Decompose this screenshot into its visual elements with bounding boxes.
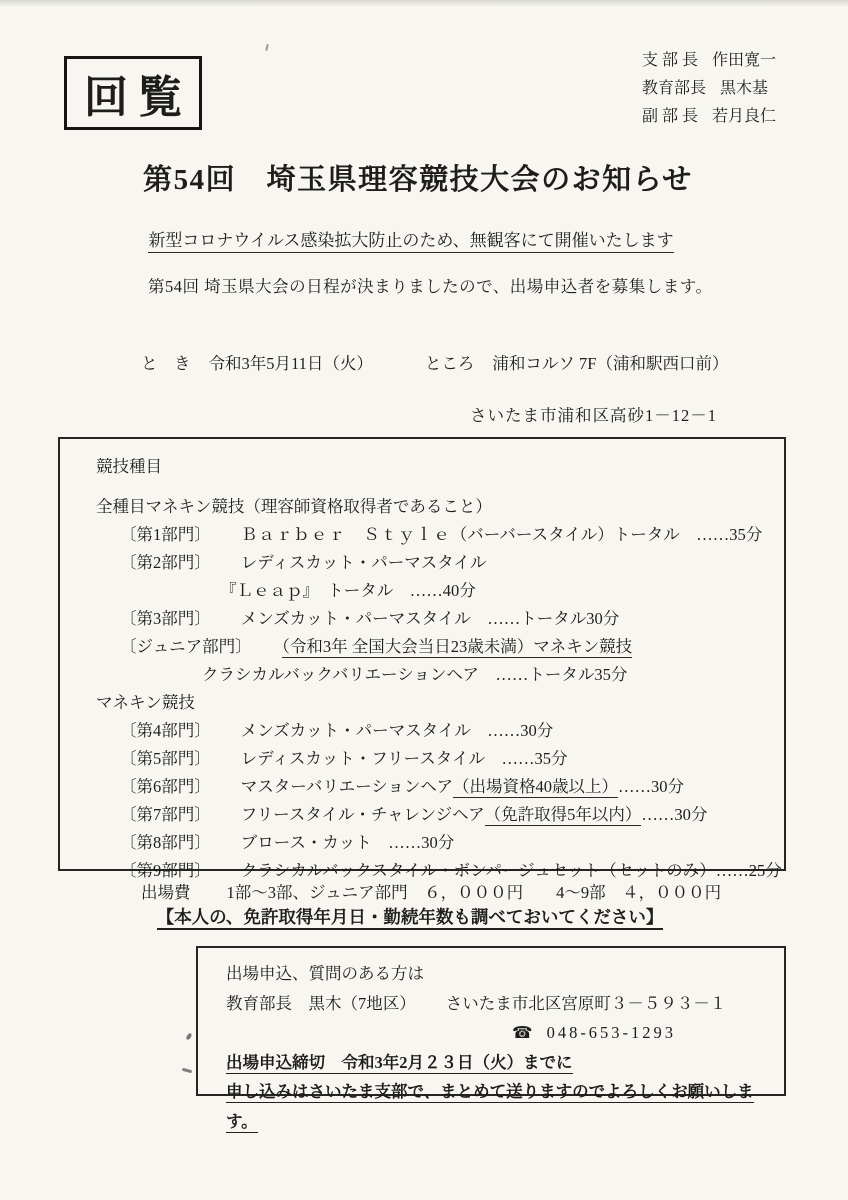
phone-icon: ☎ <box>512 1023 533 1042</box>
event-row-label: 〔第7部門〕 <box>120 805 211 824</box>
when-value: 令和3年5月11日（火） <box>208 354 373 373</box>
contact-line2 <box>226 989 784 1019</box>
events-group2-title: マネキン競技 <box>96 693 195 712</box>
event-row-text: Ｂａｒｂｅｒ Ｓｔｙｌｅ <box>240 525 451 544</box>
event-row-label: 〔第8部門〕 <box>120 833 211 852</box>
event-row-text: クラシカルバックスタイル・ボンパージュセット（セットのみ）……25分 <box>240 861 782 880</box>
covid-notice <box>0 226 822 251</box>
when-label: と き <box>141 354 191 373</box>
scan-artifact <box>182 1068 192 1074</box>
venue-address: さいたま市浦和区高砂1－12－1 <box>470 406 717 425</box>
contact-box <box>196 946 786 1131</box>
events-box <box>58 437 786 880</box>
event-row-6 <box>96 773 776 801</box>
where-label: ところ <box>424 354 475 373</box>
fee-label: 出場費 <box>141 883 191 902</box>
event-row-text: ……30分 <box>641 805 708 824</box>
contact-phone-line <box>226 1018 784 1048</box>
events-heading: 競技種目 <box>96 457 162 476</box>
event-row-3 <box>96 605 776 633</box>
event-row-text: メンズカット・パーマスタイル ……トータル30分 <box>240 609 620 628</box>
contact-person: 教育部長 黒木（7地区） <box>226 993 416 1013</box>
event-row-text: レディスカット・パーマスタイル <box>240 553 487 572</box>
contact-line1: 出場申込、質問のある方は <box>226 964 424 983</box>
event-row-junior <box>96 633 776 661</box>
event-row-junior-continuation: クラシカルバックバリエーションヘア ……トータル35分 <box>202 665 628 684</box>
fee-text: 1部～3部、ジュニア部門 ６，０００円 4～9部 ４，０００円 <box>226 883 722 902</box>
official-line <box>642 47 776 75</box>
event-row-7 <box>96 801 776 829</box>
intro-text: 第54回 埼玉県大会の日程が決まりましたので、出場申込者を募集します。 <box>148 277 713 296</box>
where-value: 浦和コルソ 7F（浦和駅西口前） <box>492 354 729 373</box>
event-row-text: フリースタイル・チャレンジヘア <box>240 805 485 824</box>
official-name: 若月良仁 <box>712 108 777 125</box>
fee-line <box>141 879 721 903</box>
event-row-text: ……30分 <box>617 777 684 796</box>
official-name: 黒木基 <box>720 80 769 97</box>
covid-notice-text: 新型コロナウイルス感染拡大防止のため、無観客にて開催いたします <box>148 231 673 253</box>
event-row-underlined-text: （令和3年 全国大会当日23歳未満）マネキン競技 <box>281 637 633 656</box>
closing-line <box>226 1077 784 1136</box>
official-role: 副 部 長 <box>642 108 699 125</box>
page-title: 第54回 埼玉県理容競技大会のお知らせ <box>143 164 693 196</box>
scan-artifact <box>265 44 269 51</box>
event-row-text: マスターバリエーションヘア <box>240 777 453 796</box>
event-row-5 <box>96 745 776 773</box>
event-row-text: メンズカット・パーマスタイル ……30分 <box>240 721 554 740</box>
event-row-8 <box>96 829 776 857</box>
official-role: 教育部長 <box>642 80 707 97</box>
kairan-stamp-label: 回覧 <box>84 73 192 122</box>
event-row-1 <box>96 521 776 549</box>
contact-address: さいたま市北区宮原町３－５９３－１ <box>445 993 727 1013</box>
closing-text: 申し込みはさいたま支部で、まとめて送りますのでよろしくお願いします。 <box>226 1082 754 1131</box>
kairan-stamp-box <box>64 56 202 130</box>
license-reminder-text: 【本人の、免許取得年月日・勤続年数も調べておいてください】 <box>157 907 664 930</box>
event-row-label: 〔第3部門〕 <box>120 609 211 628</box>
phone-number: 048-653-1293 <box>546 1023 677 1042</box>
official-role: 支 部 長 <box>642 52 699 69</box>
event-row-label: 〔第5部門〕 <box>120 749 211 768</box>
event-row-2 <box>96 549 776 577</box>
event-row-underlined-text: （出場資格40歳以上） <box>452 777 618 796</box>
deadline-text: 出場申込締切 令和3年2月２３日（火）までに <box>226 1052 573 1072</box>
event-row-underlined-text: （免許取得5年以内） <box>484 805 642 824</box>
event-row-label: 〔第1部門〕 <box>120 525 211 544</box>
event-row-label: 〔第2部門〕 <box>120 553 211 572</box>
event-row-label: 〔第9部門〕 <box>120 861 211 880</box>
event-row-text: レディスカット・フリースタイル ……35分 <box>240 749 568 768</box>
event-row-4 <box>96 717 776 745</box>
official-name: 作田寛一 <box>712 52 777 69</box>
events-group1-title: 全種目マネキン競技（理容師資格取得者であること） <box>96 497 492 516</box>
scan-artifact <box>186 1032 193 1040</box>
license-reminder <box>0 904 820 929</box>
official-line <box>642 103 776 131</box>
event-row-label: 〔ジュニア部門〕 <box>120 637 252 656</box>
event-row-text: （バーバースタイル）トータル ……35分 <box>450 525 763 544</box>
official-line <box>642 75 776 103</box>
event-row-2-continuation: 『Ｌｅａｐ』 トータル ……40分 <box>220 581 476 600</box>
officials-block <box>642 47 776 131</box>
event-row-text: ブロース・カット ……30分 <box>240 833 455 852</box>
event-row-label: 〔第4部門〕 <box>120 721 211 740</box>
schedule-line <box>141 350 728 374</box>
event-row-label: 〔第6部門〕 <box>120 777 211 796</box>
deadline-line <box>226 1048 784 1078</box>
